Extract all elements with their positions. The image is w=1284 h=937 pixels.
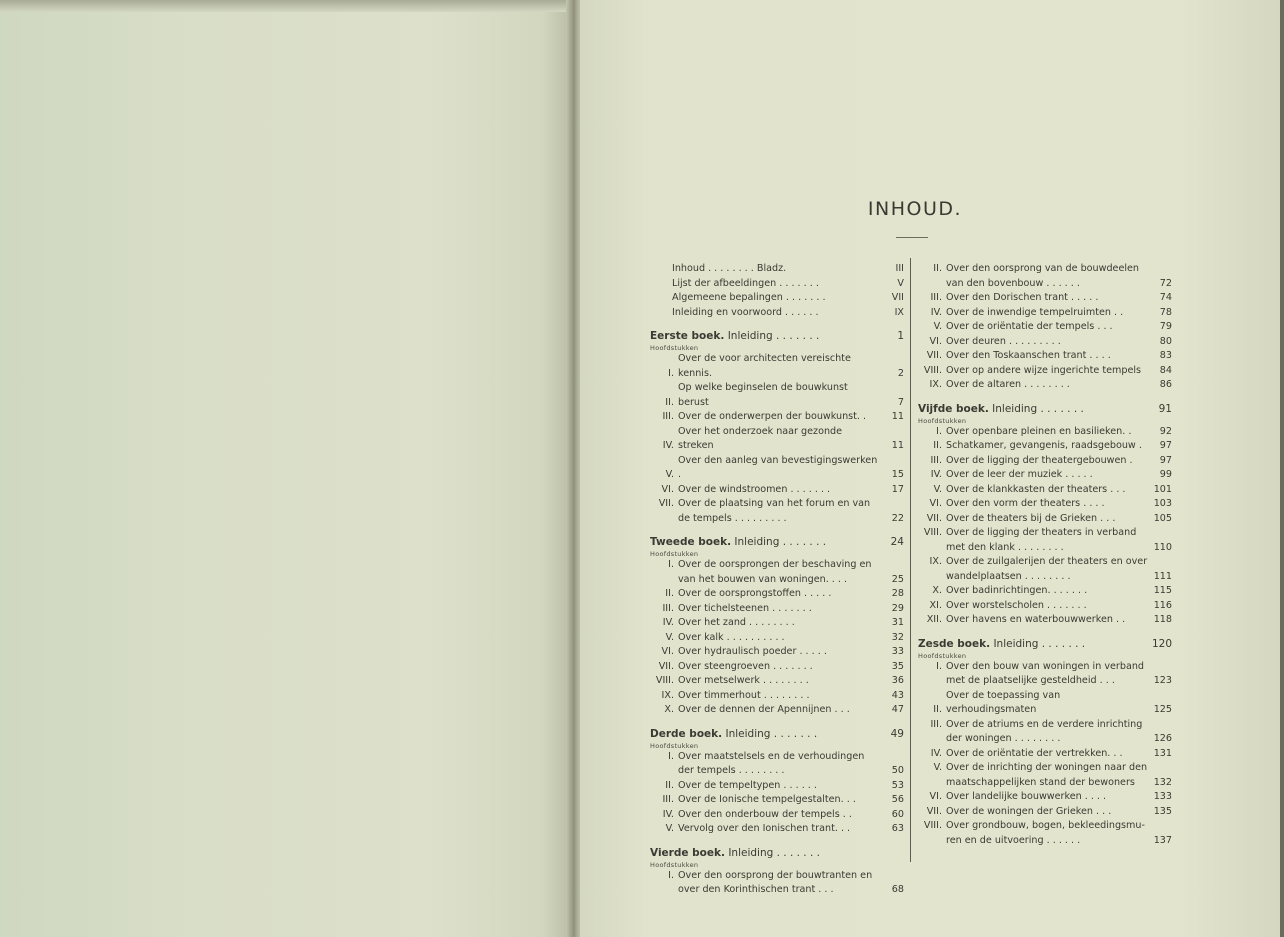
toc-entry-text: Over timmerhout . . . . . . . . <box>678 689 810 701</box>
page-number: III <box>895 263 904 274</box>
page-number: 83 <box>1159 350 1172 361</box>
toc-entry <box>918 805 1172 820</box>
chapter-numeral: IV. <box>930 747 942 759</box>
toc-entry-text: Over badinrichtingen. . . . . . . <box>946 585 1088 596</box>
toc-entry <box>650 689 904 704</box>
toc-entry-continuation <box>918 732 1172 747</box>
left-page-blank <box>0 0 572 937</box>
chapter-numeral: I. <box>668 367 674 379</box>
toc-entry <box>918 425 1172 440</box>
page-number: 131 <box>1153 747 1172 759</box>
chapter-numeral: II. <box>933 704 942 715</box>
book-intro: Inleiding . . . . . . . <box>993 637 1086 650</box>
page-number: 72 <box>1159 277 1172 289</box>
toc-entry-text: Over de zuilgalerijen der theaters en over <box>946 556 1148 567</box>
toc-entry <box>650 645 904 660</box>
page-number: 49 <box>890 727 904 740</box>
chapters-label: Hoofdstukken <box>650 550 699 558</box>
chapter-numeral: VII. <box>926 350 942 361</box>
toc-entry-text: van het bouwen van woningen. . . . <box>678 573 848 585</box>
toc-entry <box>918 291 1172 306</box>
book-heading <box>650 328 904 344</box>
chapter-numeral: II. <box>933 440 942 451</box>
toc-entry <box>918 468 1172 483</box>
book-title: Eerste boek. <box>650 330 725 342</box>
toc-entry-continuation <box>918 834 1172 849</box>
toc-left-column <box>650 262 904 898</box>
book-heading <box>918 636 1172 652</box>
page-number: 91 <box>1158 402 1172 415</box>
toc-entry-front-matter <box>650 277 904 292</box>
toc-entry-text: Over de voor architecten vereischte kennis. <box>678 353 851 379</box>
toc-entry <box>918 497 1172 512</box>
book-heading-text <box>650 328 880 344</box>
chapter-numeral: XII. <box>926 614 942 625</box>
toc-entry <box>918 747 1172 762</box>
toc-entry-text: Over de Ionische tempelgestalten. . . <box>678 794 856 805</box>
toc-entry <box>650 808 904 823</box>
toc-entry <box>918 483 1172 498</box>
page-number: 17 <box>891 483 904 495</box>
toc-entry-continuation <box>650 512 904 527</box>
toc-entry-front-matter <box>650 262 904 277</box>
chapter-numeral: X. <box>664 704 674 715</box>
toc-entry <box>918 454 1172 469</box>
page-number: 32 <box>891 631 904 643</box>
toc-entry <box>650 631 904 646</box>
chapter-numeral: VII. <box>926 512 942 524</box>
toc-entry-text: Over de inwendige tempelruimten . . <box>946 306 1124 318</box>
page-number: 97 <box>1159 440 1172 451</box>
page-number: 103 <box>1153 498 1172 509</box>
chapter-numeral: V. <box>665 469 674 480</box>
book-heading <box>650 534 904 550</box>
page-number: 53 <box>891 779 904 791</box>
toc-entry-text: Over de atriums en de verdere inrichting <box>946 718 1143 730</box>
chapters-label: Hoofdstukken <box>918 416 967 425</box>
page-number: 28 <box>891 588 904 599</box>
toc-entry <box>650 425 904 454</box>
toc-entry-text: der woningen . . . . . . . . <box>946 733 1061 744</box>
toc-entry <box>650 750 904 765</box>
toc-entry-text: Over het zand . . . . . . . . <box>678 617 795 628</box>
chapter-numeral: I. <box>668 559 674 570</box>
toc-entry-text: Over grondbouw, bogen, bekleedingsmu- <box>946 820 1145 831</box>
page-number: 120 <box>1151 637 1172 650</box>
page-number: 1 <box>897 330 904 342</box>
toc-entry-text: Over de ligging der theaters in verband <box>946 527 1137 538</box>
toc-entry-text: Op welke beginselen de bouwkunst berust <box>678 382 848 408</box>
chapter-numeral: VIII. <box>923 527 942 538</box>
toc-entry-text: Over maatstelsels en de verhoudingen <box>678 750 865 762</box>
toc-entry-text: Over tichelsteenen . . . . . . . <box>678 602 812 614</box>
toc-entry-text: Over hydraulisch poeder . . . . . <box>678 646 827 657</box>
toc-entry <box>650 779 904 794</box>
toc-entry-continuation <box>918 570 1172 585</box>
chapter-numeral: VII. <box>658 660 674 672</box>
toc-entry <box>918 364 1172 379</box>
toc-entry-text: Over de ligging der theatergebouwen . <box>946 454 1133 466</box>
toc-entry-text: Over de klankkasten der theaters . . . <box>946 483 1126 495</box>
toc-entry-text: van den bovenbouw . . . . . . <box>946 277 1080 289</box>
page-number: 115 <box>1153 585 1172 596</box>
chapter-numeral: III. <box>930 292 942 303</box>
chapter-numeral: V. <box>933 762 942 773</box>
page-number: 31 <box>891 617 904 628</box>
book-intro: Inleiding . . . . . . . <box>727 330 820 342</box>
toc-entry-text: Over de toepassing van verhoudingsmaten <box>946 689 1061 715</box>
column-divider <box>910 258 911 862</box>
toc-entry-text: Over steengroeven . . . . . . . <box>678 660 813 672</box>
toc-entry <box>650 483 904 498</box>
toc-entry-continuation <box>918 541 1172 556</box>
page-number: 63 <box>891 823 904 834</box>
toc-entry <box>650 587 904 602</box>
page-number: 118 <box>1153 614 1172 625</box>
toc-entry-text: Over worstelscholen . . . . . . . <box>946 599 1087 611</box>
toc-entry-text: Over de oorsprongen der beschaving en <box>678 559 872 570</box>
chapter-numeral: II. <box>665 779 674 791</box>
toc-entry-text: Inhoud . . . . . . . . Bladz. <box>672 263 787 274</box>
toc-entry <box>918 439 1172 454</box>
toc-entry-text: Over het onderzoek naar gezonde streken <box>678 425 843 451</box>
toc-entry-text: Over de tempeltypen . . . . . . <box>678 779 817 791</box>
book-title: Zesde boek. <box>918 637 991 650</box>
toc-entry <box>918 689 1172 718</box>
toc-entry <box>918 761 1172 776</box>
toc-entry <box>650 454 904 483</box>
toc-entry <box>650 602 904 617</box>
chapters-label: Hoofdstukken <box>650 860 699 869</box>
page-number: 68 <box>891 884 904 895</box>
page-number: 25 <box>891 573 904 585</box>
toc-entry-text: Over de oriëntatie der vertrekken. . . <box>946 747 1123 759</box>
page-number: IX <box>894 306 904 318</box>
chapter-numeral: VI. <box>929 791 942 802</box>
toc-entry <box>918 660 1172 675</box>
toc-entry-text: Vervolg over den Ionischen trant. . . <box>678 823 851 834</box>
book-heading-text <box>650 726 880 742</box>
toc-entry-text: Over metselwerk . . . . . . . . <box>678 675 809 686</box>
page-number: 92 <box>1159 425 1172 437</box>
page-number: 132 <box>1153 776 1172 788</box>
page-number: 47 <box>891 704 904 715</box>
page-number: 86 <box>1159 379 1172 390</box>
page-number: 74 <box>1159 292 1172 303</box>
book-heading-text <box>918 636 1148 652</box>
toc-entry-continuation <box>918 277 1172 292</box>
toc-entry-text: Over landelijke bouwwerken . . . . <box>946 791 1107 802</box>
toc-entry-text: met de plaatselijke gesteldheid . . . <box>946 675 1115 686</box>
toc-entry-text: Lijst der afbeeldingen . . . . . . . <box>672 277 819 289</box>
page-number: 22 <box>891 512 904 524</box>
page-number: 126 <box>1153 733 1172 744</box>
toc-entry-text: Over de leer der muziek . . . . . <box>946 469 1093 480</box>
page-number: 105 <box>1153 512 1172 524</box>
toc-entry-text: Algemeene bepalingen . . . . . . . <box>672 292 826 303</box>
toc-entry-continuation <box>918 776 1172 791</box>
chapter-numeral: VIII. <box>923 364 942 376</box>
page-number: 11 <box>891 440 904 451</box>
page-number: 43 <box>891 689 904 701</box>
chapter-numeral: VI. <box>929 498 942 509</box>
toc-right-column <box>918 262 1172 848</box>
toc-entry <box>650 497 904 512</box>
page-number: 50 <box>891 765 904 776</box>
toc-entry <box>650 660 904 675</box>
chapter-numeral: III. <box>662 794 674 805</box>
chapter-numeral: X. <box>932 585 942 596</box>
toc-entry-text: wandelplaatsen . . . . . . . . <box>946 570 1071 582</box>
toc-entry-continuation <box>650 764 904 779</box>
toc-entry-front-matter <box>650 306 904 321</box>
toc-entry <box>918 613 1172 628</box>
book-intro: Inleiding . . . . . . . <box>725 727 818 740</box>
toc-entry-text: Over kalk . . . . . . . . . . <box>678 631 785 643</box>
toc-entry <box>650 352 904 381</box>
toc-entry-text: Over den onderbouw der tempels . . <box>678 808 852 820</box>
toc-entry <box>650 793 904 808</box>
book-heading-text <box>918 401 1148 417</box>
toc-entry <box>918 718 1172 733</box>
chapter-numeral: I. <box>668 750 674 762</box>
toc-entry-text: Over deuren . . . . . . . . . <box>946 335 1061 347</box>
toc-entry-text: Over de oriëntatie der tempels . . . <box>946 321 1113 332</box>
chapter-numeral: VI. <box>929 335 942 347</box>
book-heading <box>650 726 904 742</box>
chapter-numeral: XI. <box>929 599 942 611</box>
toc-entry <box>650 558 904 573</box>
chapter-numeral: VI. <box>661 483 674 495</box>
page-number: 11 <box>891 411 904 422</box>
chapter-numeral: V. <box>665 631 674 643</box>
right-page-edge <box>1280 0 1284 937</box>
toc-entry <box>650 410 904 425</box>
toc-entry-text: Over de windstroomen . . . . . . . <box>678 483 831 495</box>
chapter-numeral: IV. <box>662 617 674 628</box>
book-heading <box>650 845 904 861</box>
chapter-numeral: V. <box>933 321 942 332</box>
toc-entry <box>650 869 904 884</box>
page-number: 56 <box>891 794 904 805</box>
chapter-numeral: VIII. <box>923 820 942 831</box>
toc-entry-text: Schatkamer, gevangenis, raadsgebouw . <box>946 440 1142 451</box>
toc-entry <box>918 262 1172 277</box>
book-heading-text <box>650 534 880 550</box>
toc-entry <box>918 584 1172 599</box>
book-intro: Inleiding . . . . . . . <box>728 846 820 859</box>
chapter-numeral: VIII. <box>655 675 674 686</box>
toc-entry-text: over den Korinthischen trant . . . <box>678 884 834 895</box>
toc-entry-continuation <box>918 674 1172 689</box>
page-number: 33 <box>891 646 904 657</box>
book-title: Vijfde boek. <box>918 402 989 415</box>
toc-entry <box>650 616 904 631</box>
page-number: 99 <box>1159 469 1172 480</box>
toc-entry-text: Over den Toskaanschen trant . . . . <box>946 350 1111 361</box>
chapter-numeral: VII. <box>658 498 674 509</box>
toc-entry <box>918 599 1172 614</box>
top-edge-shadow <box>0 0 572 12</box>
toc-entry-continuation <box>650 573 904 588</box>
book-title: Derde boek. <box>650 727 723 740</box>
chapter-numeral: II. <box>665 588 674 599</box>
page-number: 60 <box>891 808 904 820</box>
toc-entry-front-matter <box>650 291 904 306</box>
page-number: 84 <box>1159 364 1172 376</box>
toc-entry <box>650 674 904 689</box>
chapter-numeral: III. <box>930 454 942 466</box>
chapter-numeral: III. <box>930 718 942 730</box>
toc-entry-text: Over de altaren . . . . . . . . <box>946 379 1070 390</box>
toc-entry-text: ren en de uitvoering . . . . . . <box>946 834 1081 846</box>
page-number: 79 <box>1159 321 1172 332</box>
toc-entry-text: Over de theaters bij de Grieken . . . <box>946 512 1116 524</box>
toc-entry-text: Over openbare pleinen en basilieken. . <box>946 425 1132 437</box>
page-number: 15 <box>891 469 904 480</box>
toc-entry <box>918 819 1172 834</box>
chapters-label: Hoofdstukken <box>918 651 967 660</box>
chapter-numeral: IV. <box>930 306 942 318</box>
page-number: 29 <box>891 602 904 614</box>
book-title: Tweede boek. <box>650 536 732 548</box>
toc-entry-text: Over den oorsprong van de bouwdeelen <box>946 263 1139 274</box>
chapters-label: Hoofdstukken <box>650 344 699 352</box>
toc-entry <box>918 790 1172 805</box>
toc-entry-text: de tempels . . . . . . . . . <box>678 512 787 524</box>
page-number: 78 <box>1159 306 1172 318</box>
page-number: 116 <box>1153 599 1172 611</box>
chapter-numeral: I. <box>936 425 942 437</box>
page-number: 80 <box>1159 335 1172 347</box>
toc-entry <box>918 349 1172 364</box>
toc-entry-text: Over de dennen der Apennijnen . . . <box>678 704 850 715</box>
page-number: 123 <box>1153 675 1172 686</box>
page-number: 101 <box>1153 483 1172 495</box>
toc-entry-text: Over den oorsprong der bouwtranten en <box>678 869 873 881</box>
toc-entry-text: Over den bouw van woningen in verband <box>946 660 1144 672</box>
page-number: 135 <box>1153 805 1172 817</box>
chapter-numeral: V. <box>665 823 674 834</box>
toc-entry <box>918 306 1172 321</box>
chapter-numeral: IX. <box>929 379 942 390</box>
chapter-numeral: I. <box>936 660 942 672</box>
page-title: INHOUD. <box>867 198 963 220</box>
toc-entry-text: maatschappelijken stand der bewoners <box>946 776 1135 788</box>
book-title: Vierde boek. <box>650 846 725 859</box>
toc-entry <box>918 526 1172 541</box>
toc-entry-text: met den klank . . . . . . . . <box>946 541 1064 553</box>
toc-entry <box>918 512 1172 527</box>
chapter-numeral: V. <box>933 483 942 495</box>
chapter-numeral: II. <box>933 263 942 274</box>
book-intro: Inleiding . . . . . . . <box>734 536 827 548</box>
toc-entry-text: Over de inrichting der woningen naar den <box>946 762 1148 773</box>
page-number: 35 <box>891 660 904 672</box>
chapter-numeral: IX. <box>661 689 674 701</box>
page-number: 97 <box>1159 454 1172 466</box>
chapter-numeral: III. <box>662 411 674 422</box>
toc-entry <box>650 822 904 837</box>
chapter-numeral: VII. <box>926 805 942 817</box>
page-number: V <box>897 277 904 289</box>
book-heading <box>918 401 1172 417</box>
page-number: 36 <box>891 675 904 686</box>
book-heading-text <box>650 845 880 861</box>
chapter-numeral: VI. <box>661 646 674 657</box>
page-number: VII <box>891 292 904 303</box>
toc-entry <box>650 381 904 410</box>
chapter-numeral: IV. <box>930 469 942 480</box>
toc-entry <box>918 320 1172 335</box>
chapter-numeral: IV. <box>662 440 674 451</box>
toc-entry <box>918 555 1172 570</box>
toc-entry-text: Over den vorm der theaters . . . . <box>946 498 1105 509</box>
toc-entry-text: Over den Dorischen trant . . . . . <box>946 292 1099 303</box>
chapter-numeral: IV. <box>662 808 674 820</box>
page-number: 110 <box>1153 541 1172 553</box>
toc-entry-text: Over de woningen der Grieken . . . <box>946 805 1112 817</box>
title-rule <box>896 237 928 238</box>
toc-entry-text: Over de oorsprongstoffen . . . . . <box>678 588 832 599</box>
page-number: 125 <box>1153 704 1172 715</box>
toc-entry-text: Over de onderwerpen der bouwkunst. . <box>678 411 867 422</box>
page-number: 133 <box>1153 791 1172 802</box>
toc-entry <box>918 378 1172 393</box>
page-number: 137 <box>1153 834 1172 846</box>
toc-entry-text: Over de plaatsing van het forum en van <box>678 498 871 509</box>
toc-entry-text: Over op andere wijze ingerichte tempels <box>946 364 1142 376</box>
toc-entry-text: Inleiding en voorwoord . . . . . . <box>672 306 819 318</box>
toc-entry-text: Over den aanleg van bevestigingswerken . <box>678 454 878 480</box>
page-number: 111 <box>1153 570 1172 582</box>
page-number: 7 <box>897 396 904 408</box>
chapter-numeral: II. <box>665 396 674 408</box>
toc-entry <box>650 703 904 718</box>
chapter-numeral: I. <box>668 869 674 881</box>
chapters-label: Hoofdstukken <box>650 741 699 750</box>
chapter-numeral: III. <box>662 602 674 614</box>
toc-entry <box>918 335 1172 350</box>
book-intro: Inleiding . . . . . . . <box>992 402 1084 415</box>
page-number: 24 <box>890 536 904 548</box>
chapter-numeral: IX. <box>929 556 942 567</box>
toc-entry-continuation <box>650 883 904 898</box>
page-number: 2 <box>897 367 904 379</box>
toc-entry-text: Over havens en waterbouwwerken . . <box>946 614 1126 625</box>
toc-entry-text: der tempels . . . . . . . . <box>678 765 785 776</box>
